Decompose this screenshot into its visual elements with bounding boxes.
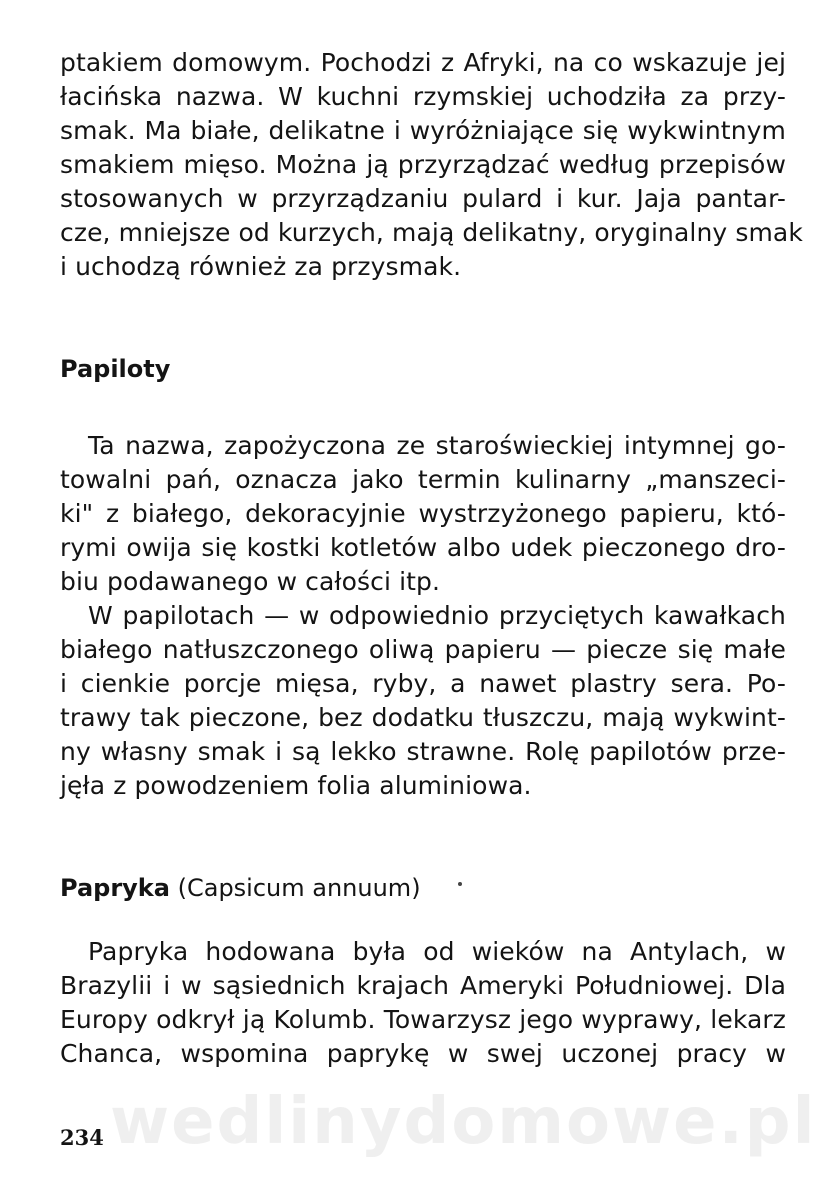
text-line: rymi owija się kostki kotletów albo udek pieczonego dro- [60,533,786,562]
text-line: i cienkie porcje mięsa, ryby, a nawet plastry sera. Po- [60,669,786,698]
intro-paragraph [60,46,803,284]
text-line: trawy tak pieczone, bez dodatku tłuszczu, mają wykwint- [60,703,786,732]
text-line: towalni pań, oznacza jako termin kulinarny „manszeci- [60,465,786,494]
book-page [60,46,803,1071]
text-line: Brazylii i w sąsiednich krajach Ameryki Południowej. Dla [60,971,786,1000]
section-title: Papryka [60,874,170,902]
paragraph-papiloty-2 [60,599,786,803]
paragraph-papryka-1 [60,935,786,1071]
text-line: ki" z białego, dekoracyjnie wystrzyżonego papieru, któ- [60,499,786,528]
ink-speck [458,882,462,886]
section-heading-papryka [60,871,786,905]
paragraph-papiloty-1 [60,429,786,599]
text-line: jęła z powodzeniem folia aluminiowa. [60,771,532,800]
text-line: smak. Ma białe, delikatne i wyróżniające się wykwintnym [60,116,786,145]
text-line: Ta nazwa, zapożyczona ze staroświeckiej intymnej go- [88,431,786,460]
text-line: Papryka hodowana była od wieków na Antylach, w [88,937,786,966]
text-line: stosowanych w przyrządzaniu pulard i kur. Jaja pantar- [60,184,786,213]
watermark: wedlinydomowe.pl [110,1085,817,1159]
text-line: i uchodzą również za przysmak. [60,252,462,281]
text-line: biu podawanego w całości itp. [60,567,441,596]
text-line: ny własny smak i są lekko strawne. Rolę papilotów prze- [60,737,786,766]
text-line: Europy odkrył ją Kolumb. Towarzysz jego wyprawy, lekarz [60,1005,786,1034]
page-number: 234 [60,1125,104,1150]
text-line: ptakiem domowym. Pochodzi z Afryki, na co wskazuje jej [60,48,786,77]
section-title: Papiloty [60,355,171,383]
text-line: W papilotach — w odpowiednio przyciętych kawałkach [88,601,786,630]
text-line: Chanca, wspomina paprykę w swej uczonej pracy w [60,1039,786,1068]
text-line: łacińska nazwa. W kuchni rzymskiej uchodziła za przy- [60,82,786,111]
text-line: cze, mniejsze od kurzych, mają delikatny, oryginalny smak [60,218,803,247]
text-line: białego natłuszczonego oliwą papieru — piecze się małe [60,635,786,664]
section-heading-papiloty [60,352,786,386]
text-line: smakiem mięso. Można ją przyrządzać według przepisów [60,150,786,179]
section-title-latin: (Capsicum annuum) [177,874,421,902]
